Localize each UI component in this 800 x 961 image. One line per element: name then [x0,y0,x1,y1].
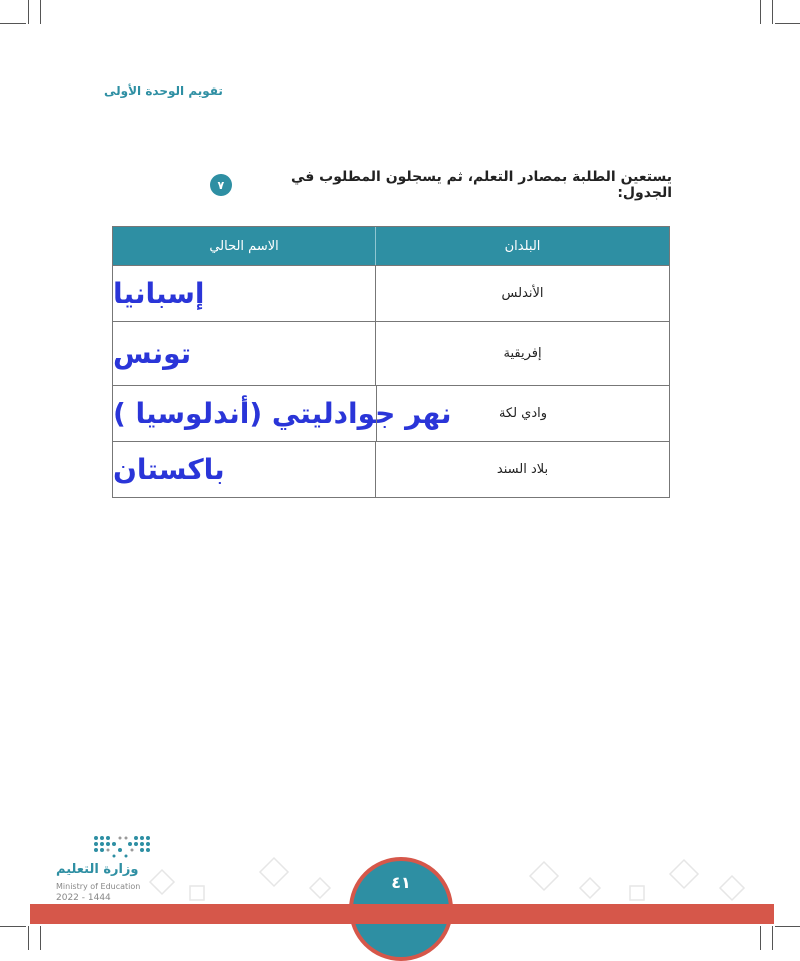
countries-table [112,226,670,498]
crop-mark [772,926,773,950]
edition-year: 2022 - 1444 [56,893,111,903]
country-cell [376,386,669,441]
crop-mark [760,926,761,950]
unit-title: تقويم الوحدة الأولى [104,84,223,98]
crop-mark [0,926,26,927]
country-cell [375,322,669,385]
header-current-name: الاسم الحالي [209,238,279,254]
country-name: الأندلس [501,286,544,301]
country-name: إفريقية [503,346,542,361]
question-text: يستعين الطلبة بمصادر التعلم، ثم يسجلون المطلوب في الجدول: [290,169,672,201]
crop-mark [40,0,41,24]
crop-mark [775,926,800,927]
answer-cell: إسبانيا [113,277,205,310]
country-name: وادي لكة [498,406,548,421]
answer-cell: تونس [113,337,192,370]
crop-mark [28,0,29,24]
answer-cell: باكستان [113,453,225,486]
question [210,169,672,201]
country-cell [375,442,669,497]
country-name: بلاد السند [496,462,549,477]
table-row [113,321,669,385]
question-number-badge: ٧ [210,174,232,196]
country-cell [375,266,669,321]
crop-mark [775,23,800,24]
answer-cell: نهر جوادليتي (أندلوسيا ) [113,397,452,430]
table-row [113,441,669,497]
table-row [113,265,669,321]
crop-mark [0,23,26,24]
header-countries: البلدان [375,227,669,265]
page-number: ٤١ [391,873,411,892]
ministry-name-ar: وزارة التعليم [56,862,139,877]
ministry-name-en: Ministry of Education [56,882,141,891]
crop-mark [772,0,773,24]
table-header-row [113,227,669,265]
crop-mark [760,0,761,24]
footer-band [30,904,774,924]
crop-mark [40,926,41,950]
crop-mark [28,926,29,950]
table-row [113,385,669,441]
